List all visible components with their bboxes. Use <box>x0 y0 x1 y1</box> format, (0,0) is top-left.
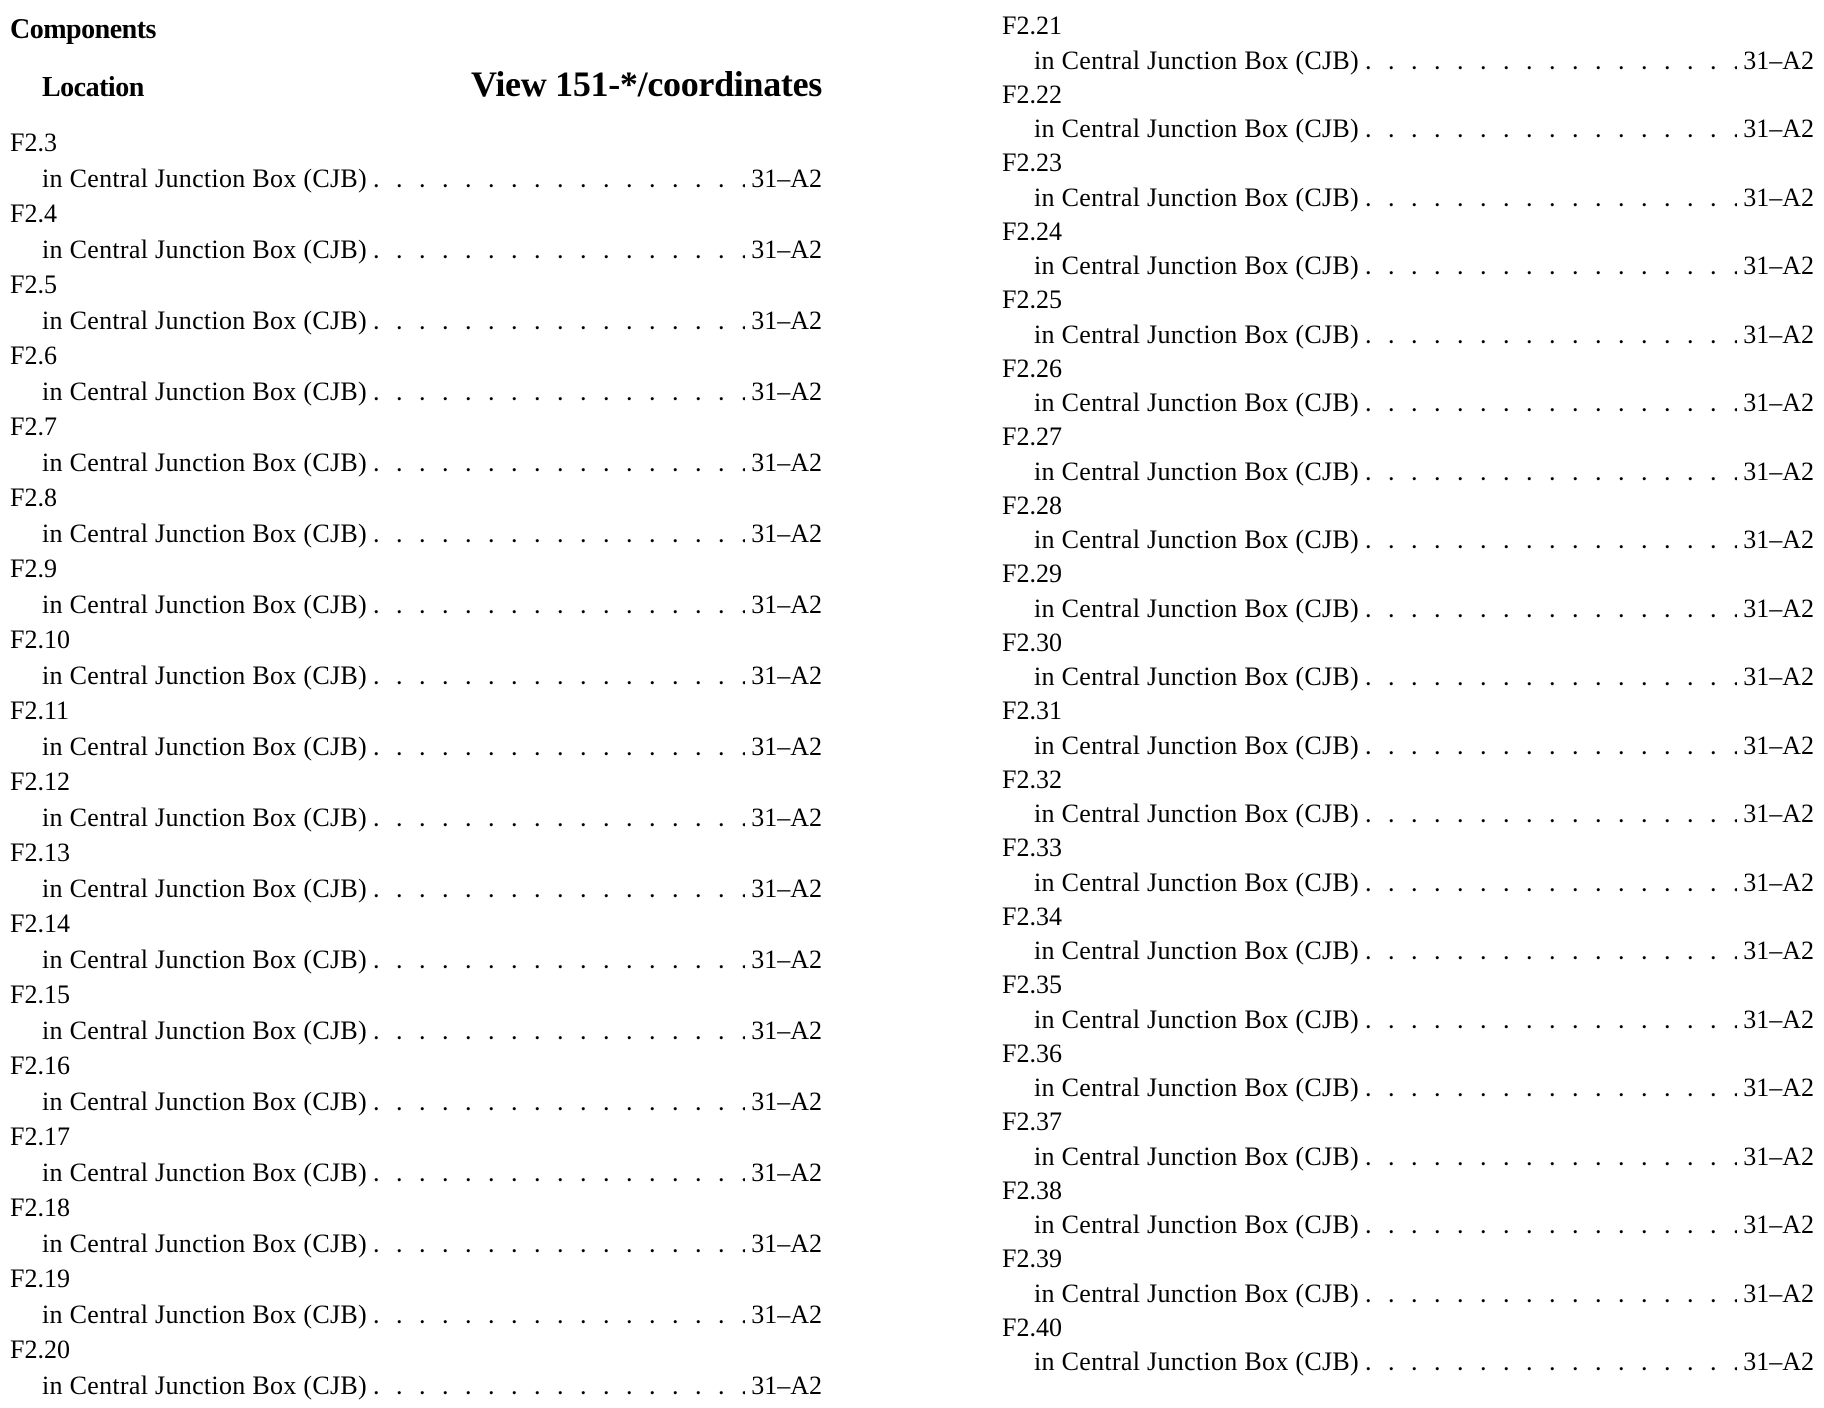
dot-leader <box>373 1225 745 1262</box>
view-coordinate: 31–A2 <box>1743 388 1814 417</box>
dot-leader <box>373 1154 745 1191</box>
component-location-line <box>10 657 822 694</box>
component-location: in Central Junction Box (CJB) <box>1034 182 1360 212</box>
dot-leader <box>1365 1139 1737 1175</box>
view-coordinate: 31–A2 <box>1743 1073 1814 1102</box>
component-entry <box>10 339 822 410</box>
dot-leader <box>1365 248 1737 284</box>
component-location-line <box>10 160 822 197</box>
component-entry <box>1002 1038 1814 1107</box>
component-location: in Central Junction Box (CJB) <box>1034 319 1360 349</box>
component-location: in Central Junction Box (CJB) <box>42 732 368 761</box>
component-location: in Central Junction Box (CJB) <box>1034 867 1360 897</box>
view-coordinate: 31–A2 <box>1743 593 1814 623</box>
view-coordinate: 31–A2 <box>751 235 822 264</box>
view-coordinate: 31–A2 <box>751 945 822 974</box>
component-id: F2.18 <box>10 1193 70 1222</box>
view-coordinate: 31–A2 <box>751 306 822 335</box>
component-location: in Central Junction Box (CJB) <box>1034 1278 1360 1308</box>
component-entry <box>1002 969 1814 1038</box>
component-entry <box>1002 627 1814 696</box>
component-location-line <box>1002 522 1814 558</box>
view-coordinate: 31–A2 <box>751 661 822 690</box>
component-id: F2.14 <box>10 909 70 938</box>
component-location: in Central Junction Box (CJB) <box>1034 45 1360 75</box>
view-coordinate: 31–A2 <box>1743 182 1814 212</box>
view-coordinate: 31–A2 <box>751 1158 822 1187</box>
component-entry <box>1002 764 1814 833</box>
component-entry <box>10 623 822 694</box>
dot-leader <box>1365 659 1737 695</box>
component-entry <box>1002 490 1814 559</box>
component-entry <box>10 978 822 1049</box>
location-header: Location <box>42 72 144 103</box>
dot-leader <box>1365 43 1737 79</box>
component-id: F2.35 <box>1002 970 1062 999</box>
view-coordinate: 31–A2 <box>1743 799 1814 828</box>
component-location-line <box>1002 248 1814 284</box>
component-location: in Central Junction Box (CJB) <box>42 874 368 903</box>
view-coordinate: 31–A2 <box>1743 114 1814 143</box>
component-location: in Central Junction Box (CJB) <box>1034 525 1360 554</box>
component-id: F2.21 <box>1002 11 1062 40</box>
dot-leader <box>373 1083 745 1120</box>
component-location-line <box>10 1154 822 1191</box>
dot-leader <box>373 657 745 694</box>
component-location-line <box>1002 865 1814 901</box>
component-location-line <box>1002 43 1814 79</box>
view-coordinate: 31–A2 <box>1743 867 1814 897</box>
component-id: F2.25 <box>1002 285 1062 314</box>
dot-leader <box>1365 180 1737 216</box>
component-entry <box>1002 1175 1814 1244</box>
component-location-line <box>1002 933 1814 969</box>
component-id: F2.28 <box>1002 490 1062 520</box>
component-location: in Central Junction Box (CJB) <box>42 235 368 264</box>
dot-leader <box>1365 111 1737 147</box>
component-entry <box>1002 558 1814 627</box>
dot-leader <box>1365 1276 1737 1312</box>
component-entry <box>10 197 822 268</box>
component-location-line <box>1002 111 1814 147</box>
component-entry <box>1002 1106 1814 1175</box>
component-id: F2.22 <box>1002 79 1062 109</box>
view-coordinate: 31–A2 <box>1743 1141 1814 1171</box>
component-location-line <box>1002 728 1814 764</box>
component-location: in Central Junction Box (CJB) <box>1034 799 1360 828</box>
view-coordinate: 31–A2 <box>751 1371 822 1400</box>
dot-leader <box>1365 865 1737 901</box>
component-id: F2.10 <box>10 625 70 654</box>
component-id: F2.29 <box>1002 559 1062 588</box>
component-entry <box>10 410 822 481</box>
component-location-line <box>1002 1276 1814 1312</box>
component-entry <box>1002 1243 1814 1312</box>
dot-leader <box>373 1012 745 1049</box>
component-location: in Central Junction Box (CJB) <box>1034 936 1360 965</box>
component-location-line <box>1002 796 1814 832</box>
view-coordinate: 31–A2 <box>1743 525 1814 554</box>
component-id: F2.7 <box>10 412 57 441</box>
view-coordinate: 31–A2 <box>1743 662 1814 691</box>
component-entry <box>10 907 822 978</box>
view-coordinate: 31–A2 <box>751 874 822 903</box>
component-entry <box>10 481 822 552</box>
component-id: F2.23 <box>1002 148 1062 177</box>
component-entry <box>10 552 822 623</box>
component-location: in Central Junction Box (CJB) <box>1034 251 1360 280</box>
component-id: F2.24 <box>1002 216 1062 246</box>
component-location-line <box>10 444 822 481</box>
component-location-line <box>10 231 822 268</box>
component-location: in Central Junction Box (CJB) <box>1034 456 1360 486</box>
view-coordinate: 31–A2 <box>1743 936 1814 965</box>
component-location: in Central Junction Box (CJB) <box>1034 1210 1360 1239</box>
component-location-line <box>10 515 822 552</box>
dot-leader <box>1365 522 1737 558</box>
component-location: in Central Junction Box (CJB) <box>1034 730 1360 760</box>
dot-leader <box>1365 728 1737 764</box>
dot-leader <box>1365 1344 1737 1380</box>
component-entry <box>10 765 822 836</box>
dot-leader <box>1365 317 1737 353</box>
dot-leader <box>1365 591 1737 627</box>
component-location: in Central Junction Box (CJB) <box>42 803 368 832</box>
component-location-line <box>10 373 822 410</box>
dot-leader <box>1365 1002 1737 1038</box>
view-coordinate: 31–A2 <box>751 1087 822 1116</box>
component-location-line <box>10 941 822 978</box>
component-id: F2.33 <box>1002 833 1062 862</box>
component-entry <box>10 694 822 765</box>
component-id: F2.15 <box>10 980 70 1009</box>
component-location: in Central Junction Box (CJB) <box>42 164 368 193</box>
dot-leader <box>373 586 745 623</box>
view-coordinate: 31–A2 <box>1743 251 1814 280</box>
component-location: in Central Junction Box (CJB) <box>42 1229 368 1258</box>
view-coordinate: 31–A2 <box>751 377 822 406</box>
view-coordinate: 31–A2 <box>751 732 822 761</box>
component-location-line <box>1002 454 1814 490</box>
component-id: F2.17 <box>10 1122 70 1151</box>
view-coordinate: 31–A2 <box>1743 1278 1814 1308</box>
component-location: in Central Junction Box (CJB) <box>1034 662 1360 691</box>
dot-leader <box>373 160 745 197</box>
dot-leader <box>1365 1070 1737 1106</box>
dot-leader <box>1365 454 1737 490</box>
component-location: in Central Junction Box (CJB) <box>1034 388 1360 417</box>
component-entry <box>1002 695 1814 764</box>
dot-leader <box>373 799 745 836</box>
component-id: F2.9 <box>10 554 57 583</box>
section-title: Components <box>10 14 156 45</box>
column-header-row <box>10 56 822 112</box>
component-location: in Central Junction Box (CJB) <box>1034 1073 1360 1102</box>
dot-leader <box>373 941 745 978</box>
component-id: F2.3 <box>10 128 57 157</box>
component-location-line <box>1002 1139 1814 1175</box>
component-location-line <box>1002 659 1814 695</box>
component-entry <box>1002 79 1814 148</box>
component-entry <box>10 836 822 907</box>
right-column <box>1002 10 1814 1380</box>
view-coordinate: 31–A2 <box>1743 1347 1814 1376</box>
component-location: in Central Junction Box (CJB) <box>42 448 368 477</box>
left-entry-list <box>10 126 822 1404</box>
component-location: in Central Junction Box (CJB) <box>42 519 368 548</box>
component-entry <box>1002 353 1814 422</box>
component-location: in Central Junction Box (CJB) <box>42 1158 368 1187</box>
dot-leader <box>373 302 745 339</box>
component-id: F2.30 <box>1002 627 1062 657</box>
component-location-line <box>10 1367 822 1404</box>
component-location-line <box>10 1225 822 1262</box>
component-location: in Central Junction Box (CJB) <box>1034 1141 1360 1171</box>
component-entry <box>1002 1312 1814 1381</box>
component-id: F2.4 <box>10 199 57 228</box>
view-coordinate: 31–A2 <box>1743 45 1814 75</box>
component-location-line <box>10 1296 822 1333</box>
component-id: F2.38 <box>1002 1175 1062 1205</box>
dot-leader <box>373 870 745 907</box>
component-location-line <box>10 870 822 907</box>
dot-leader <box>373 231 745 268</box>
component-location-line <box>10 728 822 765</box>
dot-leader <box>373 728 745 765</box>
component-location: in Central Junction Box (CJB) <box>1034 593 1360 623</box>
component-location-line <box>10 1083 822 1120</box>
view-coordinate: 31–A2 <box>1743 319 1814 349</box>
component-location-line <box>1002 1344 1814 1380</box>
view-coordinate: 31–A2 <box>1743 456 1814 486</box>
view-coordinate: 31–A2 <box>751 1300 822 1329</box>
view-coordinate: 31–A2 <box>1743 1004 1814 1034</box>
component-id: F2.8 <box>10 483 57 512</box>
component-id: F2.16 <box>10 1051 70 1080</box>
component-location: in Central Junction Box (CJB) <box>42 1087 368 1116</box>
view-coordinate: 31–A2 <box>751 803 822 832</box>
dot-leader <box>373 1296 745 1333</box>
dot-leader <box>1365 933 1737 969</box>
component-location: in Central Junction Box (CJB) <box>42 590 368 619</box>
component-entry <box>1002 901 1814 970</box>
component-location: in Central Junction Box (CJB) <box>1034 1004 1360 1034</box>
component-entry <box>10 1333 822 1404</box>
component-entry <box>10 1120 822 1191</box>
dot-leader <box>373 515 745 552</box>
component-entry <box>1002 216 1814 285</box>
view-coordinate: 31–A2 <box>751 590 822 619</box>
component-location: in Central Junction Box (CJB) <box>42 377 368 406</box>
component-location-line <box>1002 385 1814 421</box>
component-location: in Central Junction Box (CJB) <box>42 661 368 690</box>
component-id: F2.37 <box>1002 1107 1062 1136</box>
component-location-line <box>10 799 822 836</box>
component-id: F2.36 <box>1002 1038 1062 1068</box>
component-id: F2.20 <box>10 1335 70 1364</box>
component-location-line <box>1002 1207 1814 1243</box>
component-entry <box>1002 284 1814 353</box>
component-entry <box>1002 10 1814 79</box>
component-id: F2.27 <box>1002 422 1062 451</box>
component-id: F2.6 <box>10 341 57 370</box>
component-id: F2.11 <box>10 696 69 725</box>
dot-leader <box>1365 1207 1737 1243</box>
component-id: F2.32 <box>1002 764 1062 794</box>
component-location: in Central Junction Box (CJB) <box>42 306 368 335</box>
dot-leader <box>1365 796 1737 832</box>
component-id: F2.12 <box>10 767 70 796</box>
component-entry <box>10 126 822 197</box>
view-coordinates-header: View 151-*/coordinates <box>470 64 822 104</box>
dot-leader <box>373 373 745 410</box>
component-id: F2.5 <box>10 270 57 299</box>
component-id: F2.39 <box>1002 1244 1062 1273</box>
component-entry <box>10 1049 822 1120</box>
view-coordinate: 31–A2 <box>751 164 822 193</box>
view-coordinate: 31–A2 <box>1743 730 1814 760</box>
view-coordinate: 31–A2 <box>751 519 822 548</box>
component-location-line <box>10 586 822 623</box>
component-location-line <box>1002 591 1814 627</box>
component-location-line <box>1002 1070 1814 1106</box>
component-location: in Central Junction Box (CJB) <box>1034 1347 1360 1376</box>
left-column <box>10 0 822 1404</box>
component-location-line <box>10 302 822 339</box>
view-coordinate: 31–A2 <box>1743 1210 1814 1239</box>
component-location: in Central Junction Box (CJB) <box>42 945 368 974</box>
component-entry <box>1002 832 1814 901</box>
component-location: in Central Junction Box (CJB) <box>42 1016 368 1045</box>
view-coordinate: 31–A2 <box>751 1016 822 1045</box>
component-entry <box>10 1191 822 1262</box>
component-entry <box>10 268 822 339</box>
component-id: F2.13 <box>10 838 70 867</box>
component-location-line <box>1002 180 1814 216</box>
view-coordinate: 31–A2 <box>751 448 822 477</box>
component-id: F2.40 <box>1002 1312 1062 1342</box>
dot-leader <box>1365 385 1737 421</box>
component-location-line <box>1002 317 1814 353</box>
component-entry <box>10 1262 822 1333</box>
component-entry <box>1002 421 1814 490</box>
component-location: in Central Junction Box (CJB) <box>42 1371 368 1400</box>
component-id: F2.31 <box>1002 696 1062 725</box>
dot-leader <box>373 444 745 481</box>
right-entry-list <box>1002 10 1814 1380</box>
component-location: in Central Junction Box (CJB) <box>42 1300 368 1329</box>
view-coordinate: 31–A2 <box>751 1229 822 1258</box>
component-id: F2.26 <box>1002 353 1062 383</box>
component-id: F2.34 <box>1002 901 1062 931</box>
component-location-line <box>10 1012 822 1049</box>
component-location-line <box>1002 1002 1814 1038</box>
component-id: F2.19 <box>10 1264 70 1293</box>
component-location: in Central Junction Box (CJB) <box>1034 114 1360 143</box>
dot-leader <box>373 1367 745 1404</box>
component-entry <box>1002 147 1814 216</box>
